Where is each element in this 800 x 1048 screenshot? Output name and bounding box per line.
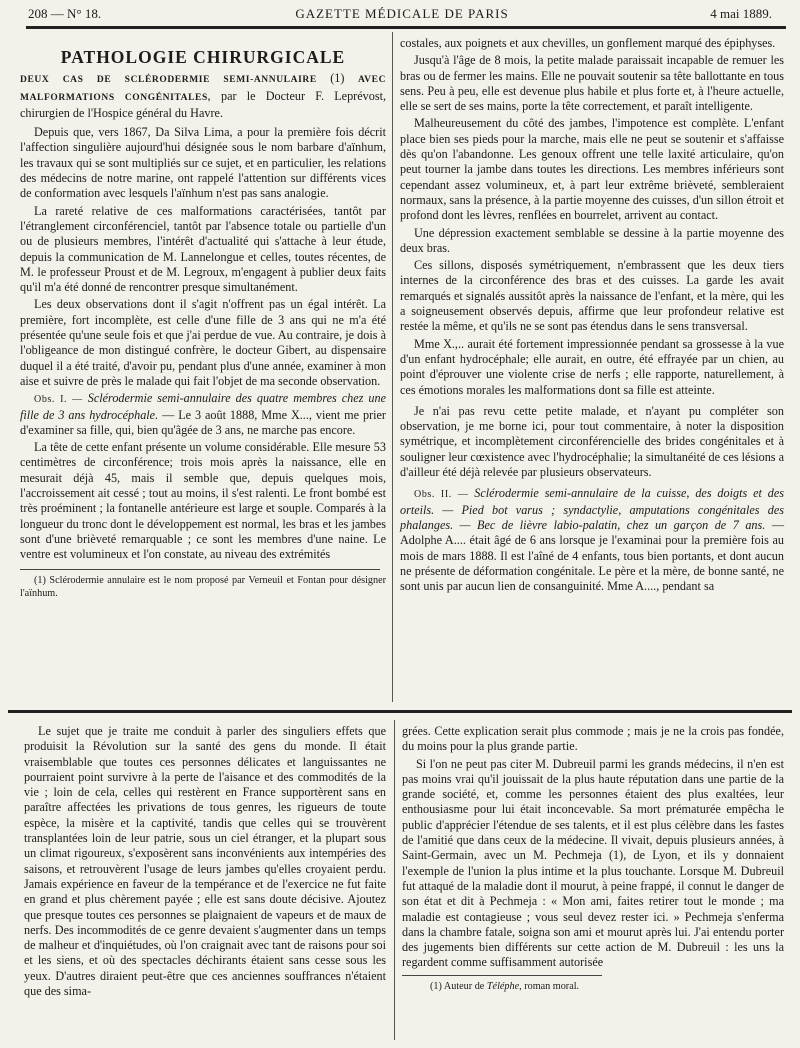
footnote: (1) Auteur de Téléphe, roman moral. (430, 980, 580, 992)
feuilleton-column-1 (24, 724, 386, 1001)
paragraph: Depuis que, vers 1867, Da Silva Lima, a pour la première fois décrit l'affection singulière aujourd'hui désignée sous le nom barbare d'aïnhum, les travaux qui se sont multipliés sur ce sujet, et en particulier, les relations des médecins de notre marine, ont rappelé l'attention sur différents vices de conformation avec lesquels l'aïnhum n'est pas sans analogie. (20, 125, 386, 201)
paragraph: Le sujet que je traite me conduit à parler des singuliers effets que produisit la Révolution sur la santé des gens du monde. Il était vraisemblable que toutes ces personnes délicates et languissantes ne pourraient point survivre à la perte de l'aisance et des commodités de la vie ; loin de cela, celles qui restèrent en France supportèrent sans en paraître affectées les privations de tous genres, les rigueurs de toute espèce, la misère et la captivité, tandis que celles qui se trouvèrent transplantées loin de leur patrie, sous un ciel étranger, et la plupart sous un climat rigoureux, s'exposèrent sans inconvénients aux intempéries des saisons, et retrouvèrent l'usage de leurs jambes qu'elles croyaient perdu. Jamais expérience en faveur de la tempérance et de l'exercice ne fut faite en grand et plus chèrement payée ; elle est sans doute décisive. Ajoutez que presque toutes ces personnes se plaignaient de vapeurs et de maux de nerfs. Des incommodités de ce genre devaient s'augmenter dans un temps de malheur et d'inquiétudes, où l'on craignait avec tant de raisons pour soi et les siens, et où des spectacles déchirants étaient sans cesse sous les yeux. D'autres diraient peut-être que ces anciennes souffrances n'étaient que des sima- (24, 724, 386, 999)
paragraph: Ces sillons, disposés symétriquement, n'embrassent que les deux tiers internes de la circonférence des bras et des cuisses. La garde les avait remarqués et signalés aussitôt après la naissance de l'enfant, et la mère, qui les a soigneusement observés depuis, affirme que leur profondeur relative est restée la même, et qu'ils ne se sont pas étendus dans le sens transversal. (400, 258, 784, 334)
paragraph: Une dépression exactement semblable se dessine à la partie moyenne des deux bras. (400, 225, 784, 255)
paragraph: La rareté relative de ces malformations caractérisées, tantôt par l'étranglement circonférenciel, tantôt par l'absence totale ou partielle d'un ou de plusieurs membres, l'intérêt d'actualité qui s'attache à leur étude, depuis la communication de M. Lannelongue et celles, toutes récentes, de M. le professeur Proust et de M. Legroux, m'engagent à publier deux faits qu'il m'a été donné de rencontrer presque simultanément. (20, 203, 386, 295)
footnote: (1) Sclérodermie annulaire est le nom proposé par Verneuil et Fontan pour désigner l'aïnhum. (20, 574, 386, 599)
paragraph: Mme X.,.. aurait été fortement impressionnée pendant sa grossesse à la vue d'un enfant hydrocéphale; elle aurait, en outre, été effrayée par un chien, au point d'éprouver une violente crise de nerfs ; elle rapporte, naturellement, à ces émotions morales les malformations dont sa fille est atteinte. (400, 336, 784, 397)
journal-title: GAZETTE MÉDICALE DE PARIS (295, 6, 509, 21)
page-header (14, 4, 790, 26)
issue-date: 4 mai 1889. (710, 6, 772, 21)
column-divider (392, 32, 393, 702)
header-rule (26, 26, 786, 29)
paragraph: Si l'on ne peut pas citer M. Dubreuil parmi les grands médecins, il n'en est pas moins vrai qu'il jouissait de la plus haute réputation dans une partie de la grande société, et, comme les personnes étaient des plus exaltées, leur enthousiasme pour lui était inconcevable. Sa mort prématurée empêcha le public d'apprécier l'étendue de ses talents, et il est plus célèbre dans les fastes de l'amitié que dans ceux de la médecine. Il vivait, depuis plusieurs années, à Saint-Germain, avec un M. Pechmeja (1), de Lyon, et ils y donnaient l'exemple de l'union la plus intime et la plus touchante. Lorsque M. Dubreuil fut attaqué de la maladie dont il mourut, à peine frappé, il connut le danger de son état et dit à Pechmeja : « Mon ami, faites retirer tout le monde ; ma maladie est contagieuse ; vous seul devez rester ici. » Pechmeja s'enferma dans la chambre fatale, soigna son ami et mourut après lui. J'ai entendu porter des jugements bien différents sur cette action de M. Dubreuil : les uns la regardent comme suffisamment autorisée (402, 756, 784, 970)
footnote-rule (402, 975, 602, 976)
paragraph: Jusqu'à l'âge de 8 mois, la petite malade paraissait incapable de remuer les bras ou de fermer les mains. Elle ne pouvait soutenir sa tête ballottante en tous sens. Peu à peu, elle est devenue plus habile et plus forte et, à l'heure actuelle, elle se sert de ses mains, porte la tête correctement, et paraît intelligente. (400, 53, 784, 114)
paragraph: Je n'ai pas revu cette petite malade, et n'ayant pu compléter son observation, je me borne ici, pour tout commentaire, à noter la disposition symétrique, et incomplètement circonférencielle des brides congénitales et à souligner leur cœxistence avec l'hydrocéphalie; la simultanéité de ces lésions a d'ailleur été déjà relevée par plusieurs observateurs. (400, 403, 784, 480)
article-subtitle: DEUX CAS DE SCLÉRODERMIE SEMI-ANNULAIRE (1) AVEC MALFORMATIONS CONGÉNITALES, par le Docteur F. Leprévost, chirurgien de l'Hospice général du Havre. (20, 71, 387, 120)
paragraph: Malheureusement du côté des jambes, l'impotence est complète. L'enfant place bien ses pieds pour la marche, mais elle ne peut se soutenir et s'affaisse dès qu'on l'abandonne. Les genoux offrent une telle laxité articulaire, qu'on peut tourner la jambe dans toutes les directions. Les membres inférieurs sont cependant assez volumineux, et, à part leur extrême brièveté, sembleraient normaux, sans la présence, à la partie moyenne des cuisses, d'un sillon étroit et profond dont les lèvres, renflées en bourrelet, arrivent au contact. (400, 116, 784, 223)
paragraph: grées. Cette explication serait plus commode ; mais je ne la crois pas fondée, du moins pour la plus grande partie. (402, 724, 784, 754)
feuilleton-column-2 (402, 724, 784, 995)
page-number: 208 — N° 18. (28, 6, 102, 21)
observation-1: Obs. I. — Sclérodermie semi-annulaire des quatre membres chez une fille de 3 ans hydrocéphale. — Le 3 août 1888, Mme X..., vient me prier d'examiner sa fille, qui, bien qu'âgée de 3 ans, ne marche pas encore. (20, 391, 387, 437)
footnote-rule (20, 569, 380, 570)
observation-2: Obs. II. — Sclérodermie semi-annulaire de la cuisse, des doigts et des orteils. — Pied bot varus ; syndactylie, amputations congénitales des phalanges. — Bec de lièvre labio-palatin, chez un garçon de 7 ans. — Adolphe A.... était âgé de 6 ans lorsque je l'examinai pour la première fois au mois de mars 1888. Il est l'aîné de 4 enfants, tous bien portants, et dont aucun ne présente de déformation congénitale. Le père et la mère, de bonne santé, ne sont unis par aucun lien de consanguinité. Mme A...., pendant sa (400, 486, 785, 594)
paragraph: Les deux observations dont il s'agit n'offrent pas un égal intérêt. La première, fort incomplète, est celle d'une fille de 3 ans qui ne m'a été présentée qu'une seule fois et que j'ai perdue de vue. Au contraire, je dois à l'obligeance de mon distingué confrère, le docteur Gibert, au dispensaire duquel il a été traité, d'avoir pu, pendant plus d'une année, examiner à mon aise et suivre de près le malade qui fait l'objet de ma seconde observation. (20, 297, 386, 388)
paragraph: costales, aux poignets et aux chevilles, un gonflement marqué des épiphyses. (400, 36, 776, 50)
article-column-2 (400, 36, 784, 596)
paragraph: La tête de cette enfant présente un volume considérable. Elle mesure 53 centimètres de circonférence; trois mois après la naissance, elle en mesurait déjà 45, mais il semble que, depuis quelques mois, l'accroissement ait cessé ; tout au moins, il s'est ralenti. Le front bombé est très proéminent ; la fontanelle antérieure est large et souple. Comparés à la longueur du tronc dont le développement est normal, les bras et les jambes sont d'une brièveté remarquable ; ce sont les membres d'une naine. Le ventre est volumineux et l'on constate, au niveau des extrémités (20, 440, 386, 562)
article-column-1 (20, 36, 386, 602)
section-title: PATHOLOGIE CHIRURGICALE (60, 47, 346, 67)
feuilleton-rule (8, 710, 792, 713)
column-divider-lower (394, 720, 395, 1040)
